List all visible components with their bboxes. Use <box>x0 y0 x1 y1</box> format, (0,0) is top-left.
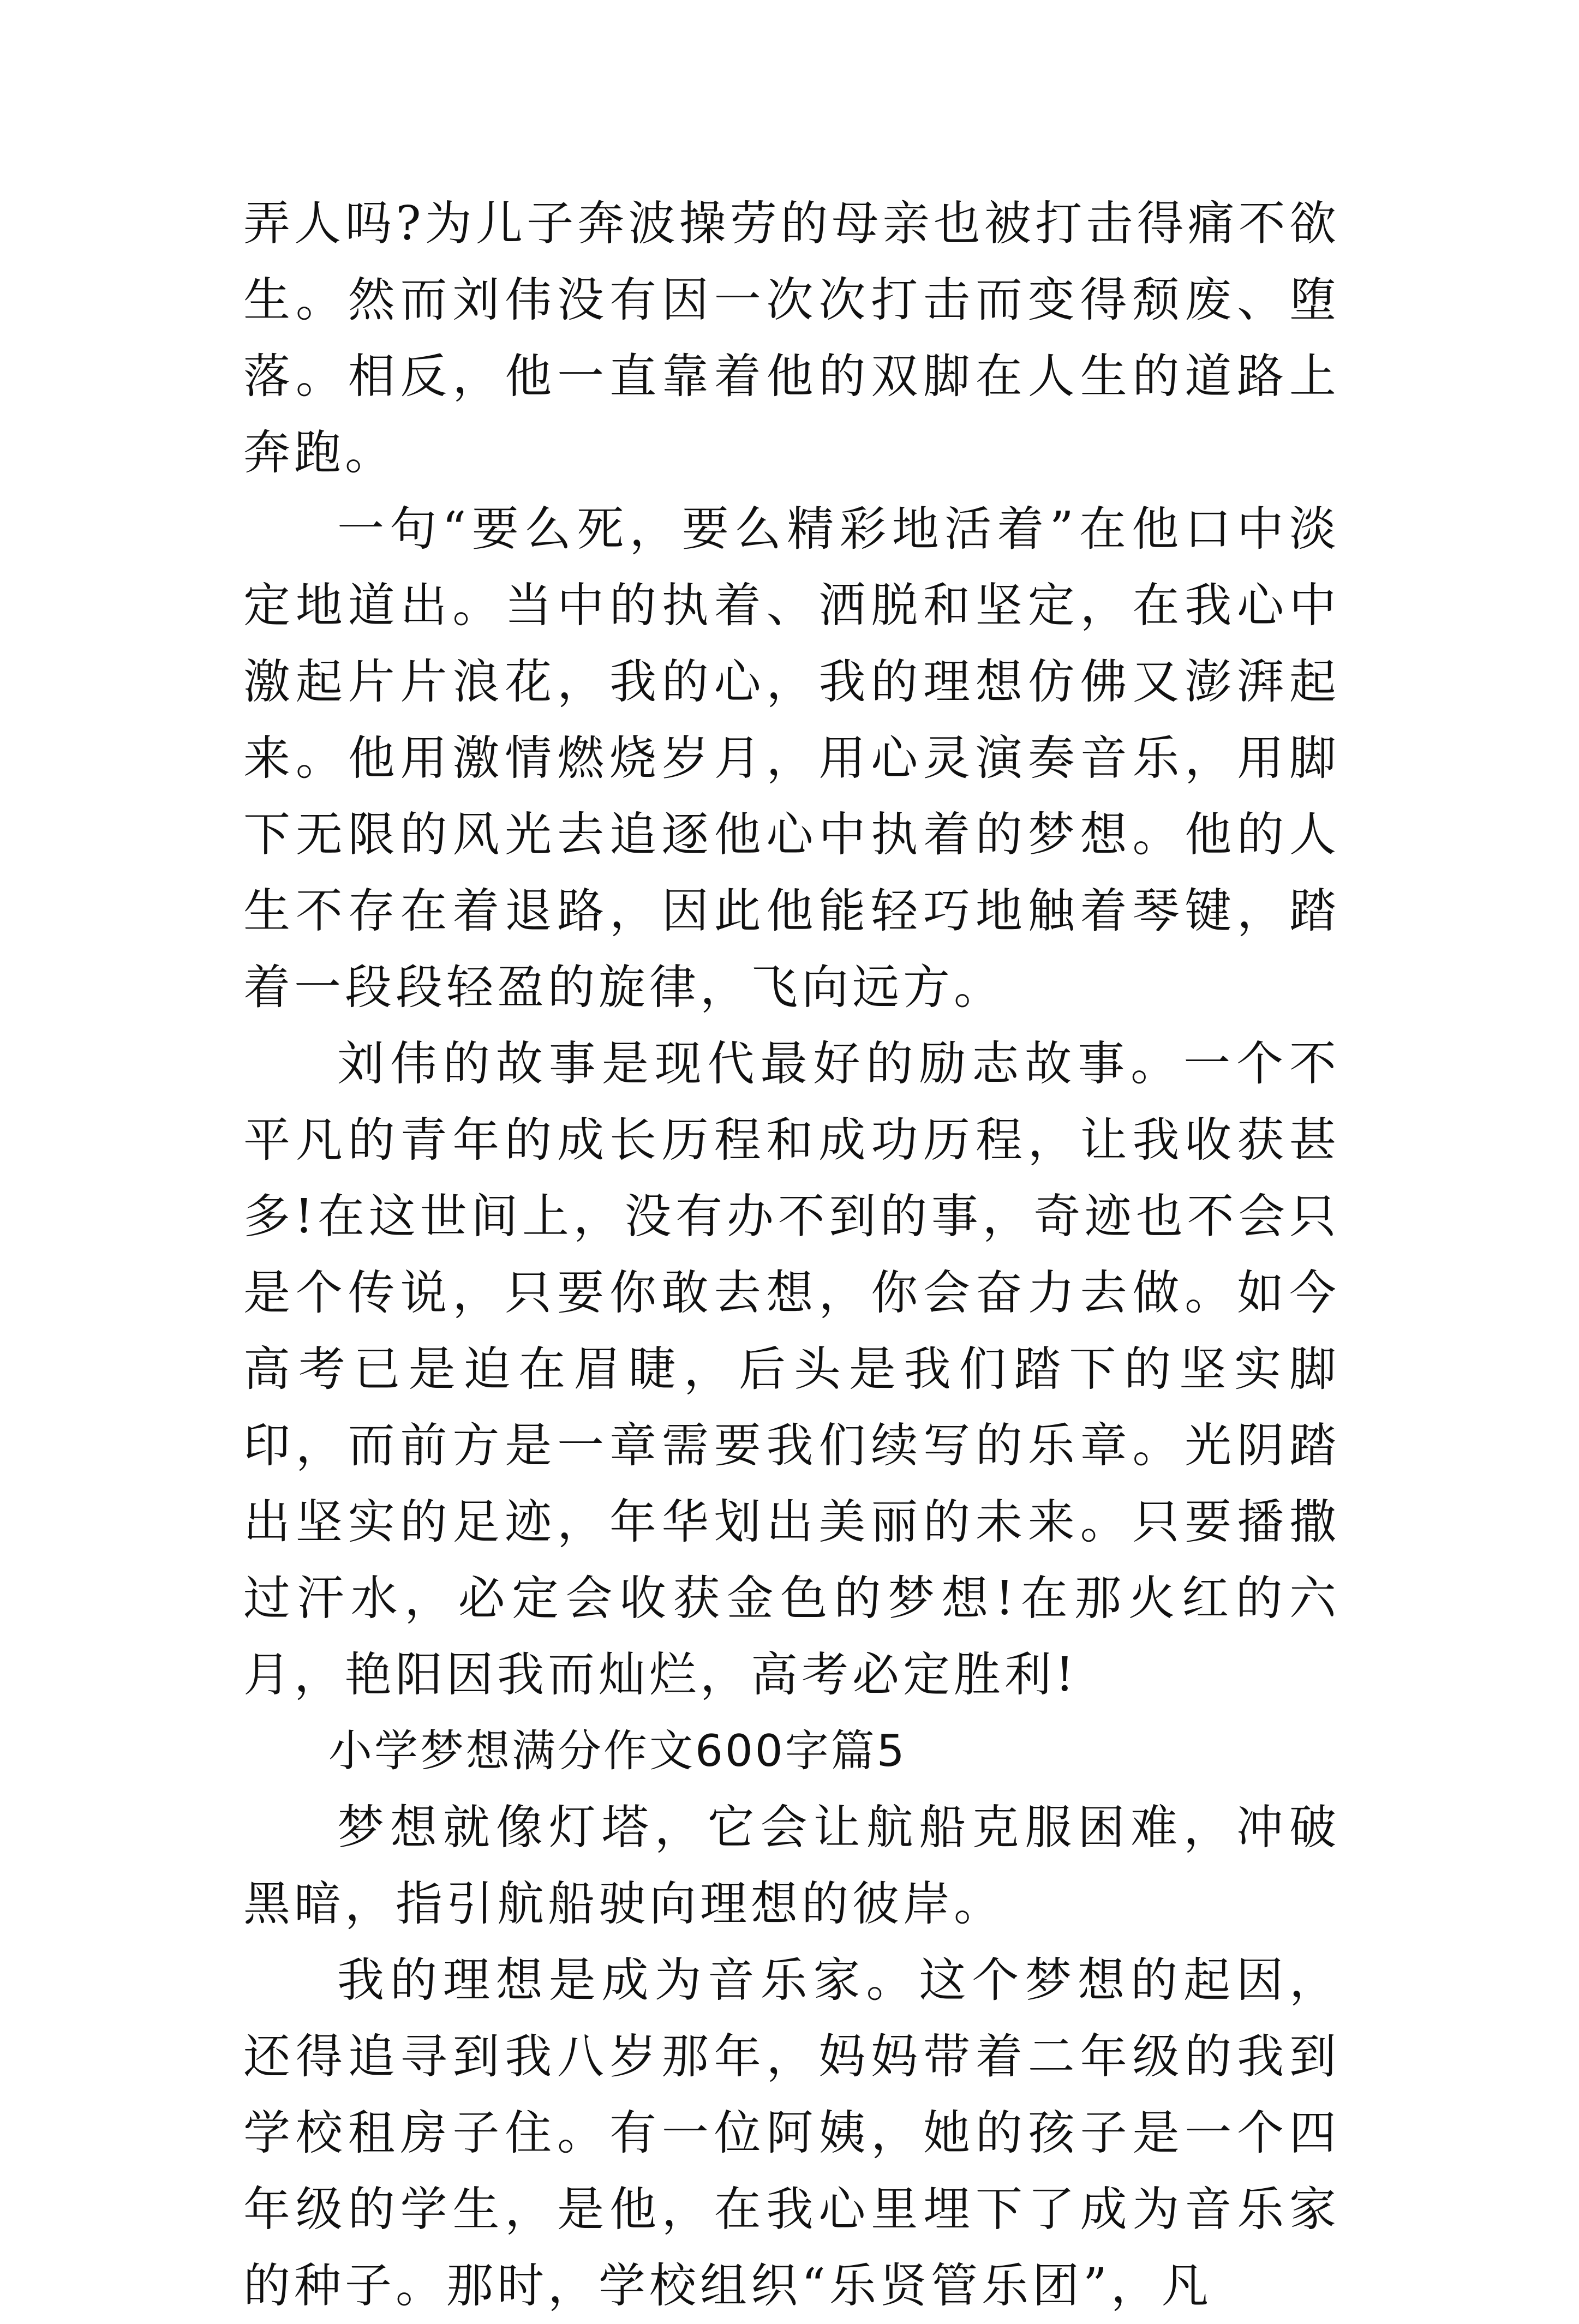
paragraph: 弄人吗?为儿子奔波操劳的母亲也被打击得痛不欲生。然而刘伟没有因一次次打击而变得颓废、堕落。相反，他一直靠着他的双脚在人生的道路上奔跑。 <box>243 196 1340 480</box>
paragraph: 一句“要么死，要么精彩地活着”在他口中淡定地道出。当中的执着、洒脱和坚定，在我心中激起片片浪花，我的心，我的理想仿佛又澎湃起来。他用激情燃烧岁月，用心灵演奏音乐，用脚下无限的风光去追逐他心中执着的梦想。他的人生不存在着退路，因此他能轻巧地触着琴键，踏着一段段轻盈的旋律，飞向远方。 <box>243 502 1340 1015</box>
document-body <box>243 185 1340 2324</box>
paragraph: 梦想就像灯塔，它会让航船克服困难，冲破黑暗，指引航船驶向理想的彼岸。 <box>243 1800 1340 1931</box>
paragraph: 我的理想是成为音乐家。这个梦想的起因，还得追寻到我八岁那年，妈妈带着二年级的我到学校租房子住。有一位阿姨，她的孩子是一个四年级的学生，是他，在我心里埋下了成为音乐家的种子。那时，学校组织“乐贤管乐团”，凡 <box>243 1953 1340 2313</box>
section-heading: 小学梦想满分作文600字篇5 <box>328 1726 907 1776</box>
paragraph: 刘伟的故事是现代最好的励志故事。一个不平凡的青年的成长历程和成功历程，让我收获甚多!在这世间上，没有办不到的事，奇迹也不会只是个传说，只要你敢去想，你会奋力去做。如今高考已是迫在眉睫，后头是我们踏下的坚实脚印，而前方是一章需要我们续写的乐章。光阴踏出坚实的足迹，年华划出美丽的未来。只要播撒过汗水，必定会收获金色的梦想!在那火红的六月，艳阳因我而灿烂，高考必定胜利! <box>243 1037 1340 1702</box>
